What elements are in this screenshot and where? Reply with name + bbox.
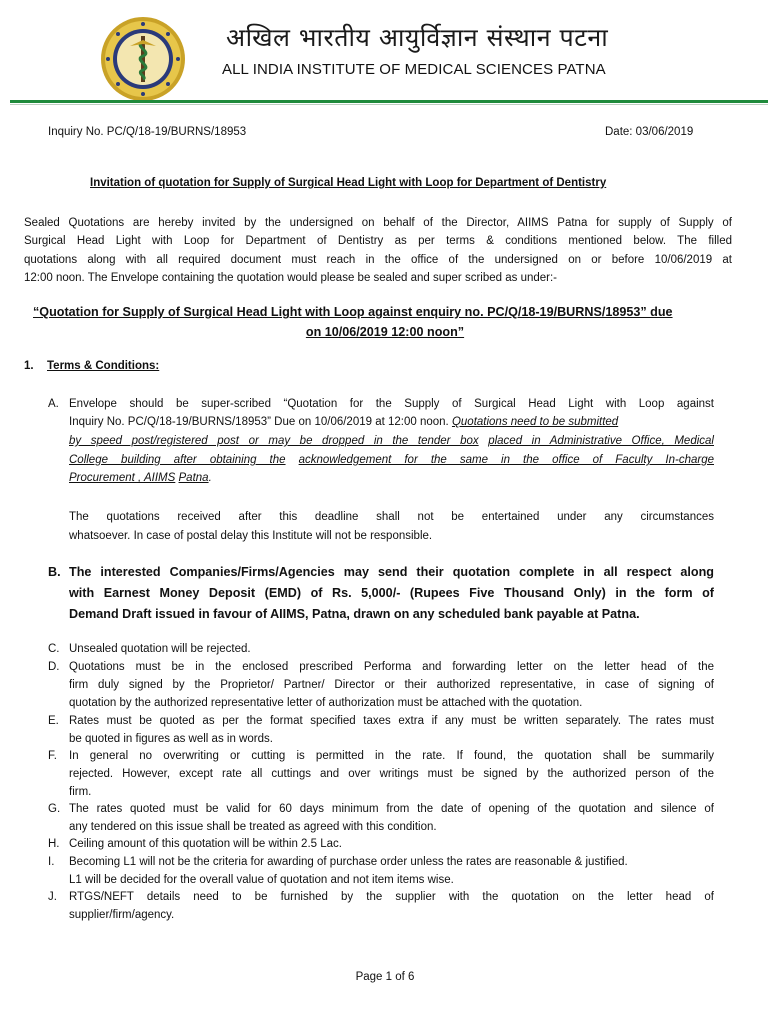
clause-line: Quotations must be in the enclosed prescribed Performa and forwarding letter on the letter head of the [69, 661, 714, 673]
clause-a-line-3-part-a: by speed post/registered post or may be dropped in the tender box [69, 435, 479, 447]
clause-a-line-4 [69, 451, 714, 469]
superscription-line-2: on 10/06/2019 12:00 noon” [305, 325, 465, 339]
clause-line: Rates must be quoted as per the format specified taxes extra if any must be written separately. The rates must [69, 715, 714, 727]
clause-label: E. [48, 715, 59, 727]
clause-a-line-4-part-a: College building after obtaining the [69, 454, 286, 466]
clause-label: J. [48, 891, 57, 903]
subject-heading: Invitation of quotation for Supply of Surgical Head Light with Loop for Department of Dentistry [90, 177, 607, 189]
clause-label: G. [48, 803, 61, 815]
clause-a-label: A. [48, 398, 59, 410]
clause-line: firm. [69, 786, 92, 798]
clause-label: D. [48, 661, 60, 673]
clause-b-line-2: with Earnest Money Deposit (EMD) of Rs. 5,000/- (Rupees Five Thousand Only) in the form of [69, 586, 714, 600]
clause-line: The rates quoted must be valid for 60 days minimum from the date of opening of the quotation and silence of [69, 803, 714, 815]
clause-label: C. [48, 643, 60, 655]
clause-line: quotation by the authorized representative letter of authorization must be attached with the quotation. [69, 697, 583, 709]
intro-line-1: Sealed Quotations are hereby invited by the undersigned on behalf of the Director, AIIMS Patna for supply of Supply of [24, 217, 732, 229]
clause-a-line-2-emphasis: Quotations need to be submitted [451, 416, 619, 428]
clause-b-line-3: Demand Draft issued in favour of AIIMS, Patna, drawn on any scheduled bank payable at Patna. [69, 607, 640, 621]
clause-line: rejected. However, except rate all cuttings and over writings must be signed by the authorized person of the [69, 768, 714, 780]
intro-line-3: quotations along with all required document must reach in the office of the undersigned on or before 10/06/2019 at [24, 254, 732, 266]
clause-line: be quoted in figures as well as in words. [69, 733, 273, 745]
clause-line: L1 will be decided for the overall value of quotation and not item items wise. [69, 874, 454, 886]
page-number: Page 1 of 6 [355, 971, 415, 983]
section-title: Terms & Conditions: [47, 360, 160, 372]
clause-a-line-5-part-b: Patna [178, 472, 209, 484]
clause-a-line-2-text: Inquiry No. PC/Q/18-19/BURNS/18953” Due on 10/06/2019 at 12:00 noon. [69, 416, 449, 428]
inquiry-number: Inquiry No. PC/Q/18-19/BURNS/18953 [48, 126, 247, 138]
clause-line: supplier/firm/agency. [69, 909, 175, 921]
aiims-emblem-icon [100, 16, 186, 102]
clause-a-para-2-line-1: The quotations received after this deadline shall not be entertained under any circumstances [69, 511, 714, 523]
intro-line-2: Surgical Head Light with Loop for Department of Dentistry as per terms & conditions mentioned below. The filled [24, 235, 732, 247]
clause-label: I. [48, 856, 55, 868]
clause-line: Unsealed quotation will be rejected. [69, 643, 251, 655]
clause-b-label: B. [48, 565, 61, 579]
clause-line: any tendered on this issue shall be treated as agreed with this condition. [69, 821, 437, 833]
section-number: 1. [24, 360, 34, 372]
institute-title-english: ALL INDIA INSTITUTE OF MEDICAL SCIENCES PATNA [222, 61, 606, 78]
clause-a-line-4-part-b: acknowledgement for the same in the office of Faculty In-charge [298, 454, 714, 466]
clause-a-line-2 [69, 413, 719, 431]
clause-line: Becoming L1 will not be the criteria for awarding of purchase order unless the rates are reasonable & justified. [69, 856, 628, 868]
header-divider [10, 100, 768, 103]
clause-a-line-1: Envelope should be super-scribed “Quotation for the Supply of Surgical Head Light with Loop against [69, 398, 714, 410]
clause-a-para-2-line-2: whatsoever. In case of postal delay this Institute will not be responsible. [69, 530, 433, 542]
clause-a-line-5-part-a: Procurement , AIIMS [69, 472, 176, 484]
intro-line-4: 12:00 noon. The Envelope containing the quotation would please be sealed and super scribed as under:- [24, 272, 558, 284]
clause-b-line-1: The interested Companies/Firms/Agencies may send their quotation complete in all respect along [69, 565, 714, 579]
inquiry-date: Date: 03/06/2019 [605, 126, 694, 138]
clause-label: H. [48, 838, 60, 850]
clause-line: Ceiling amount of this quotation will be within 2.5 Lac. [69, 838, 342, 850]
clause-label: F. [48, 750, 57, 762]
clause-line: firm duly signed by the Proprietor/ Partner/ Director or their authorized representative, in case of signing of [69, 679, 714, 691]
clause-line: In general no overwriting or cutting is permitted in the rate. If found, the quotation shall be summarily [69, 750, 714, 762]
clause-a-line-3-part-b: placed in Administrative Office, Medical [488, 435, 714, 447]
clause-a-line-5-period: . [208, 472, 212, 484]
superscription-line-1: “Quotation for Supply of Surgical Head Light with Loop against enquiry no. PC/Q/18-19/BURNS/18953” due [33, 305, 673, 319]
clause-line: RTGS/NEFT details need to be furnished by the supplier with the quotation on the letter head of [69, 891, 714, 903]
header-divider-shadow [10, 104, 768, 105]
clause-a-line-5 [69, 469, 212, 487]
clause-a-line-3 [69, 432, 714, 450]
institute-title-hindi: अखिल भारतीय आयुर्विज्ञान संस्थान पटना [226, 23, 609, 52]
